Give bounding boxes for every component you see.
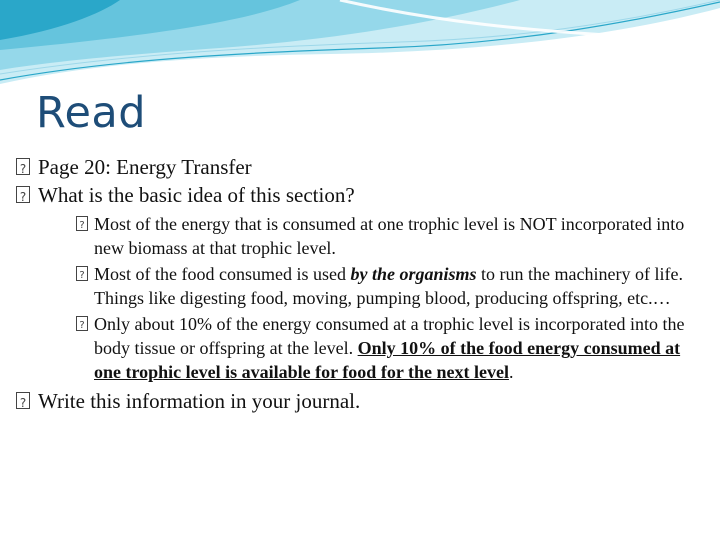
sub-bullet-energy-not-incorporated: ? Most of the energy that is consumed at one trophic level is NOT incorporated into new biomass at that trophic level. <box>76 212 706 260</box>
bullet-journal-instruction: ? Write this information in your journal. <box>16 388 706 416</box>
slide-body <box>16 154 706 416</box>
bullet-page-reference: ? Page 20: Energy Transfer <box>16 154 706 182</box>
missing-glyph-box-icon <box>76 312 94 384</box>
header-wave-decoration <box>0 0 720 90</box>
missing-glyph-box-icon <box>16 154 38 182</box>
missing-glyph-box-icon <box>76 212 94 260</box>
underlined-key-point: Only 10% of the food energy consumed at one trophic level is available for food for the next level <box>94 338 681 382</box>
sub-bullet-food-used-by-organisms: ? Most of the food consumed is used by the organisms to run the machinery of life. Things like digesting food, moving, pumping blood, producing offspring, etc.… <box>76 262 706 310</box>
missing-glyph-box-icon <box>76 262 94 310</box>
missing-glyph-box-icon <box>16 182 38 210</box>
missing-glyph-box-icon <box>16 388 38 416</box>
sub-bullet-ten-percent: ? Only about 10% of the energy consumed at a trophic level is incorporated into the body tissue or offspring at the level. Only 10% of the food energy consumed at one trophic level is available for food for the next level. <box>76 312 706 384</box>
emphasis-text: by the organisms <box>350 264 477 284</box>
slide-title: Read <box>36 88 147 138</box>
bullet-question: ? What is the basic idea of this section? <box>16 182 706 210</box>
